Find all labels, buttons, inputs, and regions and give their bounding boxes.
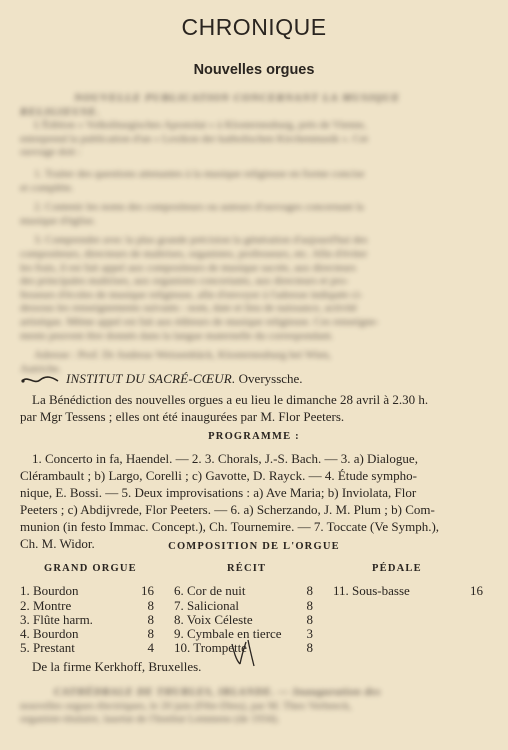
column-header-grand-orgue: GRAND ORGUE [44, 563, 137, 574]
stop-size: 16 [470, 583, 483, 598]
page-title: CHRONIQUE [181, 14, 327, 40]
programme-line: 1. Concerto in fa, Haendel. — 2. 3. Chorals, J.-S. Bach. — 3. a) Dialogue, [32, 451, 418, 466]
stop-size: 3 [306, 626, 313, 641]
programme-line: Ch. M. Widor. [20, 536, 95, 551]
blurred-line: et complète. [20, 181, 74, 194]
blurred-line: NOUVELLE PUBLICATION CONCERNANT LA MUSIQUE [74, 92, 401, 104]
blurred-article-bottom [20, 686, 490, 727]
blurred-line: compositeurs, directeurs de maîtrises, organistes, professeurs, etc. Afin d'éviter [20, 247, 368, 260]
blurred-line: L'Édition « Volksliturgisches Apostolat » à Klosterneuburg, près de Vienne, [34, 119, 367, 132]
handwritten-mark [226, 636, 260, 670]
composition-title: COMPOSITION DE L'ORGUE [168, 541, 340, 552]
blurred-line: Adresse : Prof. Dr Andreas Weissenbäck, Klosterneuburg bei Wien, [34, 349, 332, 362]
stop-size: 8 [147, 612, 154, 627]
blurred-line: 1. Traiter des questions attenantes à la musique religieuse en forme concise [34, 167, 365, 180]
programme-title: PROGRAMME : [208, 431, 300, 442]
blurred-line: musique d'église. [20, 214, 96, 227]
stop-row [174, 612, 313, 627]
blurred-line: des principales maîtrises, aux organistes concertants, aux directeurs et pro- [20, 275, 349, 288]
stop-row [20, 598, 154, 613]
blurred-line: fesseurs d'écoles de musique religieuse, afin d'envoyer à l'adresse indiquée ci- [20, 288, 363, 301]
stop-size: 8 [147, 598, 154, 613]
stop-size: 8 [306, 598, 313, 613]
stop-row [174, 598, 313, 613]
blurred-line: organiste-titulaire, lauréat de l'Institut Lemmens (de 1934). [20, 713, 280, 726]
blurred-article-top [20, 92, 490, 376]
organ-builder-line: De la firme Kerkhoff, Bruxelles. [32, 659, 202, 674]
column-header-recit: RÉCIT [227, 563, 267, 574]
blurred-line: ouvrage doit : [20, 146, 82, 159]
blurred-line: Autriche. [20, 362, 62, 375]
institut-place: Overyssche. [238, 371, 303, 386]
blurred-line: RELIGIEUSE. [20, 105, 101, 118]
stop-name: 8. Voix Céleste [174, 612, 253, 627]
blurred-line: 2. Contenir les noms des compositeurs ou auteurs d'ouvrages concernant la [34, 201, 364, 214]
stop-row [20, 583, 154, 598]
stop-size: 8 [306, 583, 313, 598]
programme-line: nique, E. Bossi. — 5. Deux improvisations : a) Ave Maria; b) Inviolata, Flor [20, 485, 417, 500]
institut-heading [20, 371, 303, 387]
stop-name: 6. Cor de nuit [174, 583, 246, 598]
blurred-line: nouvelles orgues électriques, le 20 juin (Fête-Dieu), par M. Theo Verbeeck, [20, 699, 352, 712]
stop-name: 10. Trompette [174, 640, 247, 655]
stop-name: 9. Cymbale en tierce [174, 626, 282, 641]
blurred-line: 3. Comprendre avec la plus grande précision la génération d'aujourd'hui des [34, 234, 368, 247]
institut-title: INSTITUT DU SACRÉ-CŒUR. [66, 371, 236, 386]
stop-name: 7. Salicional [174, 598, 239, 613]
paragraph-line: La Bénédiction des nouvelles orgues a eu lieu le dimanche 28 avril à 2.30 h. [32, 392, 429, 407]
stop-size: 8 [147, 626, 154, 641]
stop-row [20, 612, 154, 627]
stop-name: 3. Flûte harm. [20, 612, 93, 627]
blurred-line: entreprend la publication d'un « Lexikon der katholischen Kirchenmusik ». Cet [20, 132, 369, 145]
stop-row [20, 640, 154, 655]
stop-name: 11. Sous-basse [333, 583, 410, 598]
stop-name: 1. Bourdon [20, 583, 79, 598]
stop-size: 16 [141, 583, 154, 598]
stop-row [333, 583, 483, 598]
stop-size: 8 [306, 640, 313, 655]
programme-line: munion (in festo Immac. Concept.), Ch. Tournemire. — 7. Toccate (Ve Symph.), [20, 519, 440, 534]
programme-text [20, 450, 490, 552]
blurred-line: CATHÉDRALE DE THURLES, IRLANDE. — Inauguration des [54, 686, 382, 698]
stop-size: 8 [306, 612, 313, 627]
stop-row [174, 583, 313, 598]
institut-paragraph [20, 391, 490, 425]
paragraph-line: par Mgr Tessens ; elles ont été inaugurées par M. Flor Peeters. [20, 409, 345, 424]
blurred-line: ments peuvent être donnés dans la langue maternelle du correspondant. [20, 329, 334, 342]
stop-name: 4. Bourdon [20, 626, 79, 641]
blurred-line: les frais, il est fait appel aux compositeurs de musique sacrée, aux directeurs [20, 261, 356, 274]
stop-row [20, 626, 154, 641]
column-header-pedale: PÉDALE [372, 563, 422, 574]
ornament-swash-icon [20, 375, 60, 385]
stop-name: 5. Prestant [20, 640, 75, 655]
programme-line: Peeters ; c) Abdijvrede, Flor Peeters. — 6. a) Scherzando, J. M. Plum ; b) Com- [20, 502, 435, 517]
blurred-line: dessous les renseignements suivants : nom, date et lieu de naissance, activité [20, 302, 357, 315]
section-subtitle: Nouvelles orgues [193, 62, 315, 78]
stop-name: 2. Montre [20, 598, 72, 613]
stop-size: 4 [147, 640, 154, 655]
blurred-line: artistique. Même appel est fait aux éditeurs de musique religieuse. Ces renseigne- [20, 315, 379, 328]
programme-line: Clérambault ; b) Largo, Corelli ; c) Gavotte, D. Rayck. — 4. Étude sympho- [20, 468, 417, 483]
